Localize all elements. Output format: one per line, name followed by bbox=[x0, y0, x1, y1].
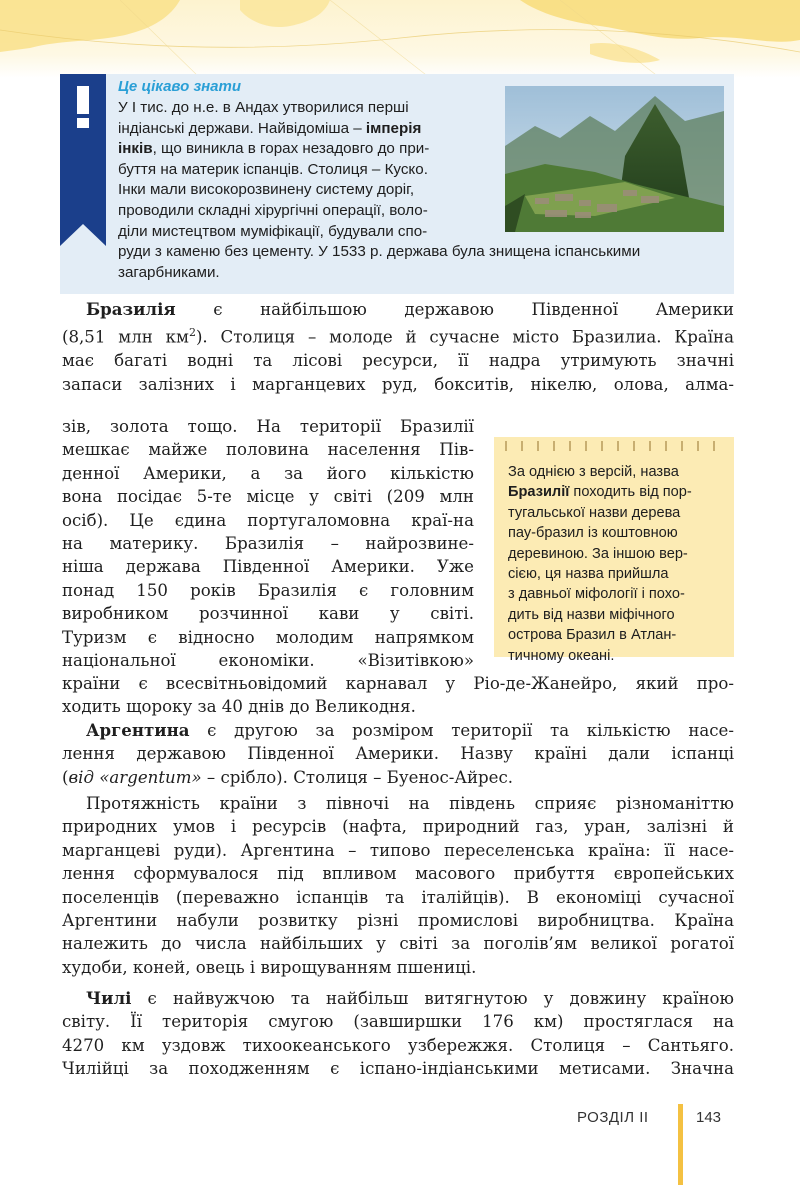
text-run: За однією з версій, назва bbox=[508, 464, 679, 480]
text-run: поселенців (переважно іспанців та італійців). В економіці сучасної bbox=[62, 887, 734, 907]
text-run: тичному океані. bbox=[508, 647, 615, 664]
text-run: лення державою Південної Америки. Назву країні дали іспанці bbox=[62, 744, 734, 764]
text-run: належить до числа найбільших у світі за поголів’ям великої рогатої bbox=[62, 934, 734, 954]
text-run: – срібло). Столиця – Буенос-Айрес. bbox=[201, 767, 514, 787]
text-run: на материку. Бразилія – найрозвине- bbox=[62, 534, 474, 554]
text-line bbox=[62, 485, 474, 508]
text-run: марганцеві руди). Аргентина – типово переселенська країна: її насе- bbox=[62, 840, 734, 860]
text-run: зів, золота тощо. На території Бразилії bbox=[62, 417, 474, 436]
machu-picchu-photo bbox=[505, 86, 724, 232]
text-run: запаси залізних і марганцевих руд, бокситів, нікелю, олова, алма- bbox=[62, 374, 734, 394]
text-line bbox=[62, 321, 734, 349]
text-run: з давньої міфології і похо- bbox=[508, 586, 685, 603]
text-run: лення сформувалося під впливом масового прибуття європейських bbox=[62, 864, 734, 884]
text-line bbox=[62, 695, 734, 718]
text-line bbox=[62, 509, 474, 532]
text-run: країни є всесвітньовідомий карнавал у Ріо-де-Жанейро, який про- bbox=[62, 674, 734, 693]
text-line bbox=[62, 462, 474, 485]
text-run: ( bbox=[62, 767, 69, 787]
text-line bbox=[62, 532, 474, 555]
text-run: острова Бразил в Атлан- bbox=[508, 627, 677, 644]
footer-divider bbox=[678, 1104, 683, 1185]
text-run: має багаті водні та лісові ресурси, її надра утримують значні bbox=[62, 351, 734, 371]
text-line bbox=[62, 987, 734, 1010]
text-line bbox=[62, 1057, 734, 1080]
text-run: дить від назви міфічного bbox=[508, 606, 675, 623]
text-run: національної економіки. «Візитівкою» bbox=[62, 651, 474, 671]
text-line bbox=[508, 523, 730, 543]
text-run: є другою за розміром території та кількістю насе- bbox=[189, 721, 734, 740]
text-run: У I тис. до н.е. в Андах утворилися перші bbox=[118, 99, 409, 116]
text-run: природних умов і ресурсів (нафта, природний газ, уран, залізні й bbox=[62, 817, 734, 837]
text-run: Чилійці за походженням є іспано-індіанськими метисами. Значна bbox=[62, 1059, 734, 1079]
text-run: світу. Її територія смугою (завширшки 176 км) простяглася на bbox=[62, 1012, 734, 1032]
world-map-header-decoration bbox=[0, 0, 800, 78]
text-line bbox=[118, 242, 730, 263]
bold-term: Бразилія bbox=[86, 299, 176, 319]
text-line bbox=[508, 564, 730, 584]
text-run: є найбільшою державою Південної Америки bbox=[175, 300, 734, 319]
text-line bbox=[62, 626, 474, 649]
text-run: ). Столиця – молоде й сучасне місто Бразилиа. Країна bbox=[195, 327, 734, 347]
text-line bbox=[62, 349, 734, 372]
text-line bbox=[62, 298, 734, 321]
text-run: (8,51 млн км bbox=[62, 327, 189, 347]
text-run: денної Америки, а за його кількістю bbox=[62, 463, 474, 483]
paragraph-brazil-tail bbox=[62, 672, 734, 719]
text-run: Аргентини набули розвитку різні промислові виробництва. Країна bbox=[62, 911, 734, 931]
text-run: є найвужчою та найбільш витягнутою у довжину країною bbox=[131, 989, 734, 1008]
paragraph-argentina-2 bbox=[62, 792, 734, 979]
text-run: пау-бразил із коштовною bbox=[508, 525, 678, 542]
text-line bbox=[62, 839, 734, 862]
bold-term: Бразилії bbox=[508, 484, 570, 501]
text-line bbox=[508, 646, 730, 666]
text-line bbox=[508, 503, 730, 523]
text-run: понад 150 років Бразилія є головним bbox=[62, 580, 474, 600]
text-line bbox=[62, 672, 734, 695]
paragraph-brazil-top bbox=[62, 298, 734, 396]
text-run: походить від пор- bbox=[569, 484, 692, 501]
text-line bbox=[62, 909, 734, 932]
text-line bbox=[62, 1010, 734, 1033]
text-run: ніша держава Південної Америки. Уже bbox=[62, 557, 474, 577]
fact-box-title: Це цікаво знати bbox=[118, 78, 242, 95]
paragraph-brazil-column bbox=[62, 415, 474, 672]
text-run: проводили складні хірургічні операції, воло- bbox=[118, 201, 428, 219]
text-line bbox=[508, 544, 730, 564]
text-line bbox=[62, 602, 474, 625]
text-line bbox=[62, 862, 734, 885]
superscript: 2 bbox=[188, 326, 196, 340]
text-line bbox=[62, 815, 734, 838]
text-run: сією, ця назва прийшла bbox=[508, 566, 669, 583]
world-map-icon bbox=[0, 0, 800, 78]
text-run: осіб). Це єдина португаломовна краї-на bbox=[62, 510, 474, 530]
sidenote-text bbox=[508, 462, 730, 666]
text-line bbox=[62, 579, 474, 602]
text-run: діли мистецтвом муміфікації, будували спо- bbox=[118, 222, 428, 240]
text-line bbox=[508, 462, 730, 482]
text-line bbox=[62, 438, 474, 461]
text-run: вона посідає 5-те місце у світі (209 млн bbox=[62, 487, 474, 507]
text-run: мешкає майже половина населення Пів- bbox=[62, 440, 474, 460]
section-label: РОЗДІЛ II bbox=[577, 1109, 649, 1126]
text-line bbox=[62, 792, 734, 815]
text-run: тугальської назви дерева bbox=[508, 504, 681, 521]
text-line bbox=[508, 605, 730, 625]
notepad-rings-icon bbox=[494, 437, 734, 457]
text-line bbox=[62, 1034, 734, 1057]
text-line bbox=[62, 555, 474, 578]
text-line bbox=[508, 625, 730, 645]
bold-term: Аргентина bbox=[86, 720, 190, 740]
page-number: 143 bbox=[696, 1109, 722, 1126]
text-line bbox=[62, 956, 734, 979]
bold-term: Чилі bbox=[86, 988, 132, 1008]
fact-box-flag bbox=[60, 74, 106, 246]
text-line bbox=[508, 584, 730, 604]
text-run: індіанські держави. Найвідоміша – bbox=[118, 119, 366, 137]
text-run: загарбниками. bbox=[118, 263, 220, 281]
text-run: ходить щороку за 40 днів до Великодня. bbox=[62, 697, 416, 717]
text-line bbox=[118, 263, 730, 284]
text-run: буття на материк іспанців. Столиця – Куско. bbox=[118, 160, 428, 178]
text-line bbox=[62, 373, 734, 396]
text-run: Інки мали високорозвинену систему доріг, bbox=[118, 181, 415, 199]
paragraph-argentina bbox=[62, 719, 734, 789]
text-run: виробником розчинної кави у світі. bbox=[62, 604, 474, 624]
text-line bbox=[62, 886, 734, 909]
bold-term: інків bbox=[118, 140, 153, 158]
exclamation-icon bbox=[77, 86, 89, 114]
text-run: деревиною. За іншою вер- bbox=[508, 545, 688, 562]
text-run: руди з каменю без цементу. У 1533 р. держава була знищена іспанськими bbox=[118, 243, 641, 261]
text-run: Туризм є відносно молодим напрямком bbox=[62, 627, 474, 647]
text-line bbox=[62, 766, 734, 789]
text-line bbox=[508, 482, 730, 502]
italic-phrase: від «argentum» bbox=[68, 767, 202, 787]
paragraph-chile bbox=[62, 987, 734, 1081]
text-run: Протяжність країни з півночі на південь сприяє різноманіттю bbox=[86, 794, 734, 813]
text-run: , що виникла в горах незадовго до при- bbox=[152, 140, 430, 158]
text-run: худоби, коней, овець і вирощуванням пшениці. bbox=[62, 957, 477, 977]
text-run: 4270 км уздовж тихоокеанського узбережжя. Столиця – Сантьяго. bbox=[62, 1035, 734, 1055]
text-line bbox=[62, 415, 474, 438]
text-line bbox=[62, 649, 474, 672]
text-line bbox=[62, 719, 734, 742]
bold-term: імперія bbox=[365, 119, 422, 137]
text-line bbox=[62, 742, 734, 765]
text-line bbox=[62, 932, 734, 955]
